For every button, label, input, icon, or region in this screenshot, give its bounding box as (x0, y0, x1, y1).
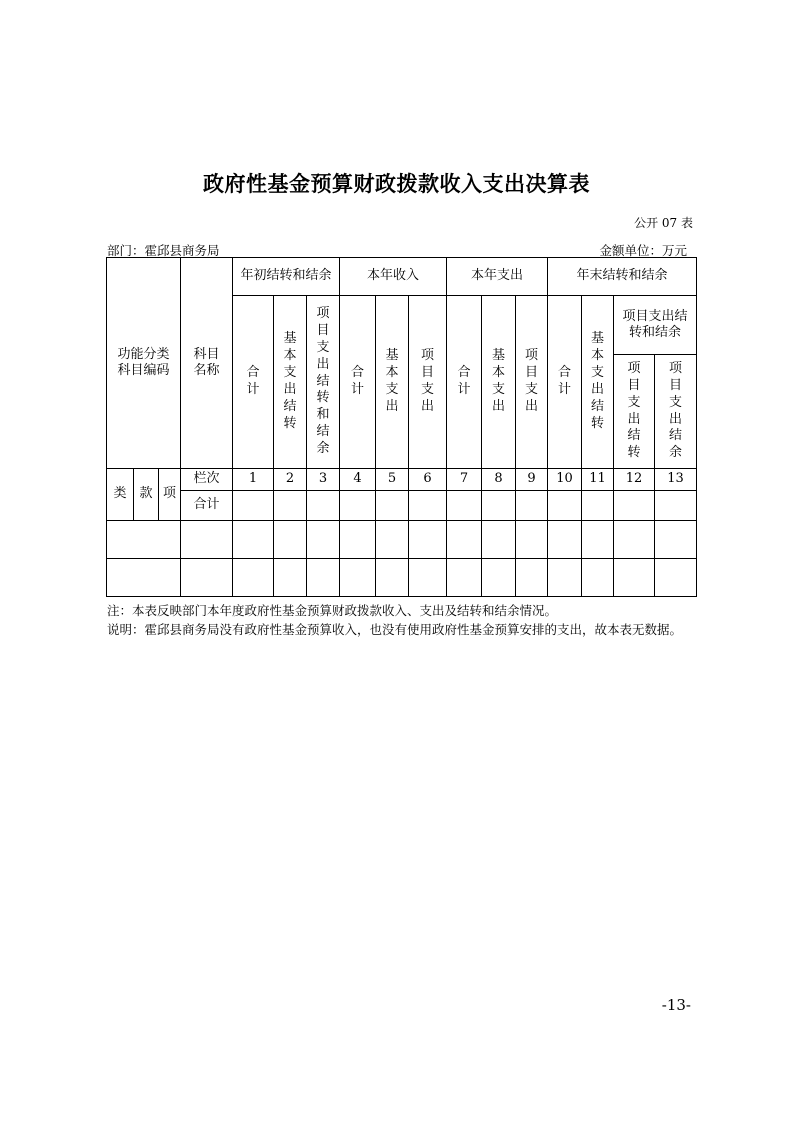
subject-name-header: 科目名称 (181, 258, 233, 469)
col-header-project-exp: 项目支出 (409, 296, 447, 469)
col-number: 1 (233, 469, 274, 491)
col-header-total: 合计 (233, 296, 274, 469)
table-row (107, 521, 697, 559)
col-header-basic-carry: 基本支出结转 (582, 296, 614, 469)
settlement-table (106, 257, 697, 597)
col-number: 7 (447, 469, 482, 491)
form-number: 公开 07 表 (634, 216, 693, 230)
note-line: 说明：霍邱县商务局没有政府性基金预算收入，也没有使用政府性基金预算安排的支出，故本表无数据。 (107, 622, 683, 637)
col-number: 12 (614, 469, 655, 491)
col-number: 6 (409, 469, 447, 491)
group-header-income: 本年收入 (340, 258, 447, 296)
col-header-total: 合计 (447, 296, 482, 469)
kuan-label: 款 (134, 469, 159, 521)
func-code-header: 功能分类科目编码 (107, 258, 181, 469)
xiang-label: 项 (159, 469, 181, 521)
table-row (107, 559, 697, 597)
unit-label: 金额单位：万元 (599, 243, 687, 258)
page-title: 政府性基金预算财政拨款收入支出决算表 (203, 172, 590, 196)
lei-label: 类 (107, 469, 134, 521)
group-header-expense: 本年支出 (447, 258, 548, 296)
col-number: 11 (582, 469, 614, 491)
col-number: 2 (274, 469, 307, 491)
col-header-basic-exp: 基本支出 (376, 296, 409, 469)
col-number: 9 (516, 469, 548, 491)
department-label: 部门：霍邱县商务局 (107, 243, 220, 258)
col-number: 13 (655, 469, 697, 491)
col-number: 8 (482, 469, 516, 491)
group-header-opening: 年初结转和结余 (233, 258, 340, 296)
col-header-project-surplus: 项目支出结余 (655, 355, 697, 469)
note-line: 注：本表反映部门本年度政府性基金预算财政拨款收入、支出及结转和结余情况。 (107, 603, 558, 618)
lanci-label: 栏次 (181, 469, 233, 491)
col-header-basic-exp: 基本支出 (482, 296, 516, 469)
col-header-project-exp: 项目支出 (516, 296, 548, 469)
col-number: 5 (376, 469, 409, 491)
col-header-total: 合计 (548, 296, 582, 469)
heji-label: 合计 (181, 491, 233, 521)
col-number: 3 (307, 469, 340, 491)
group-header-closing: 年末结转和结余 (548, 258, 697, 296)
col-header-basic-carry: 基本支出结转 (274, 296, 307, 469)
col-header-project-carry: 项目支出结转 (614, 355, 655, 469)
notes (107, 601, 697, 639)
col-number: 4 (340, 469, 376, 491)
col-number: 10 (548, 469, 582, 491)
col-header-project-carry-surplus: 项目支出结转和结余 (307, 296, 340, 469)
col-header-project-carry-surplus: 项目支出结转和结余 (614, 296, 697, 355)
page-number: -13- (661, 996, 691, 1014)
col-header-total: 合计 (340, 296, 376, 469)
